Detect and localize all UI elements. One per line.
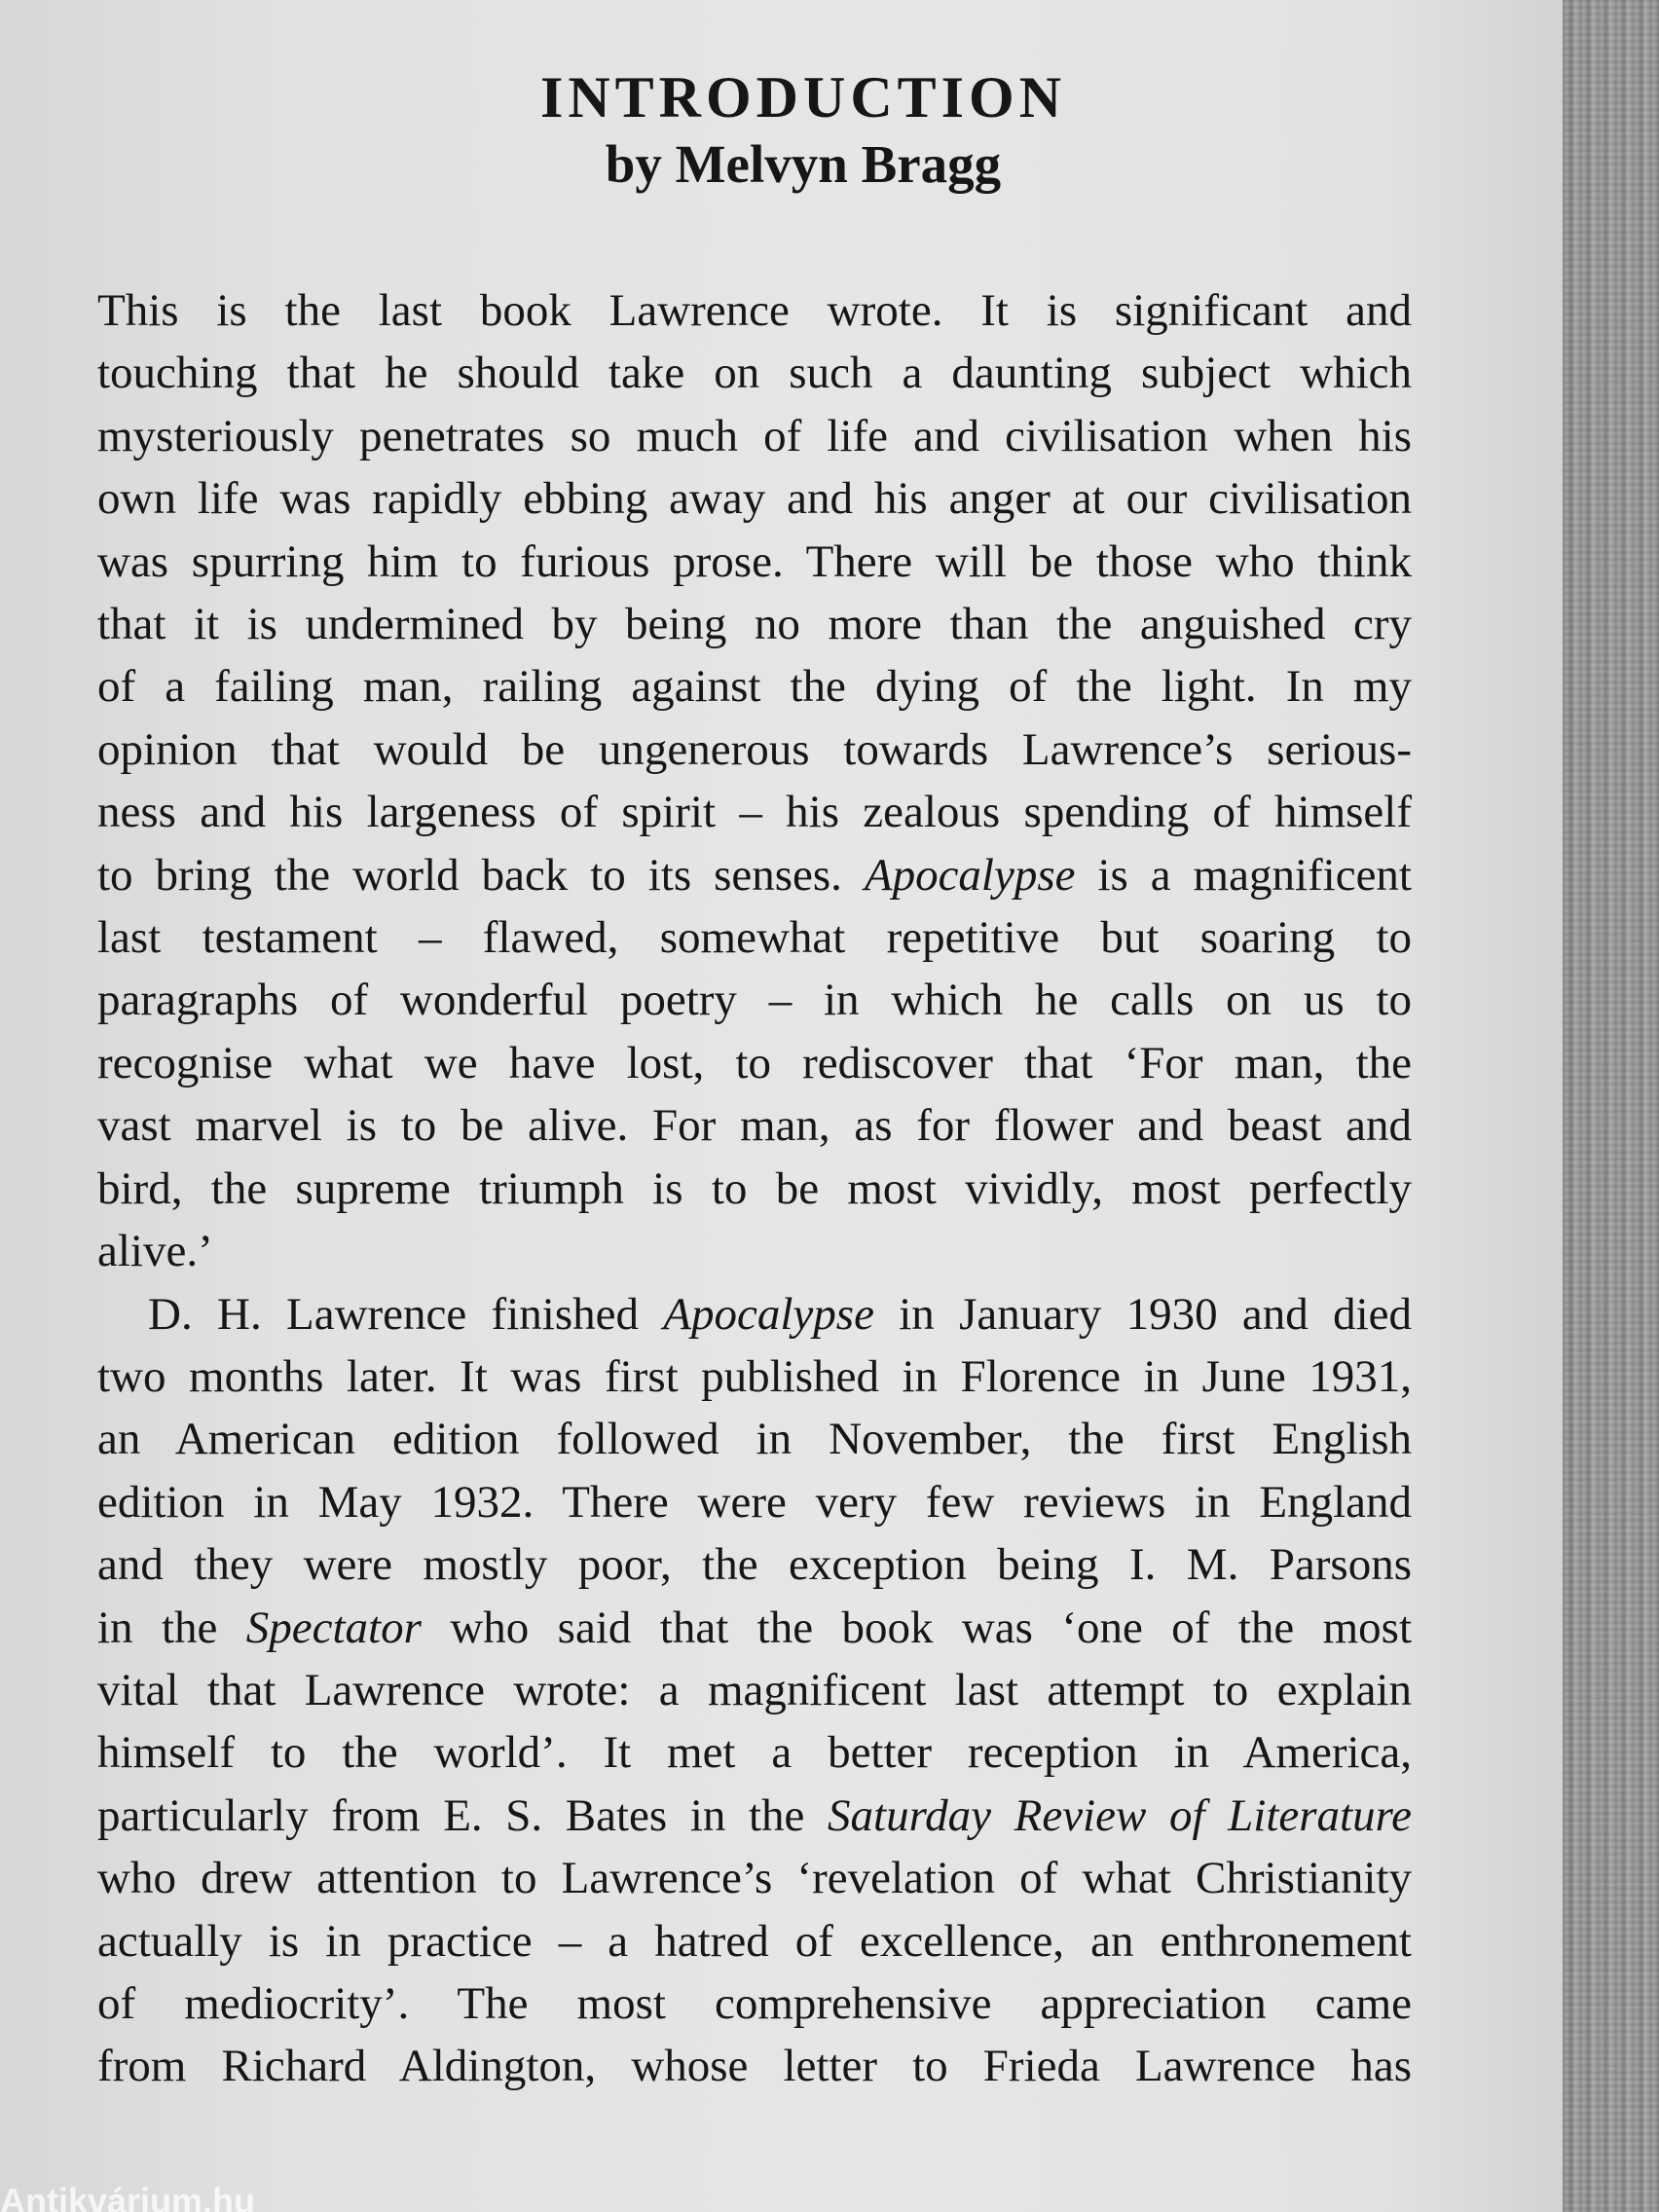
text-line: last testament – flawed, somewhat repetitive but soaring to [97, 912, 1412, 964]
text-line: recognise what we have lost, to rediscover that ‘For man, the [97, 1037, 1412, 1088]
text-line: actually is in practice – a hatred of excellence, an enthronement [97, 1915, 1412, 1967]
text-segment: D. H. Lawrence finished [148, 1288, 639, 1340]
text-line: two months later. It was first published in Florence in June 1931, [97, 1350, 1412, 1402]
paragraph-1 [97, 279, 1412, 1283]
page-title: INTRODUCTION [539, 65, 1067, 129]
text-line [97, 1283, 1412, 1346]
text-line: opinion that would be ungenerous towards Lawrence’s serious- [97, 723, 1412, 775]
text-line: was spurring him to furious prose. There will be those who think [97, 535, 1412, 587]
saturday-review-italic: Saturday Review of Literature [828, 1789, 1412, 1841]
text-line: This is the last book Lawrence wrote. It is significant and [97, 285, 1412, 336]
text-line: from Richard Aldington, whose letter to Frieda Lawrence has [97, 2041, 1412, 2092]
text-line: and they were mostly poor, the exception being I. M. Parsons [97, 1539, 1412, 1591]
text-line: himself to the world’. It met a better reception in America, [97, 1727, 1412, 1779]
text-line: an American edition followed in November, the first English [97, 1414, 1412, 1465]
text-line [97, 1597, 1412, 1659]
text-line: bird, the supreme triumph is to be most vividly, most perfectly [97, 1162, 1412, 1214]
text-line: of a failing man, railing against the dying of the light. In my [97, 661, 1412, 713]
text-line [97, 844, 1412, 906]
text-segment: is a magnificent [1097, 849, 1412, 901]
spectator-italic: Spectator [245, 1602, 422, 1653]
text-line: own life was rapidly ebbing away and his anger at our civilisation [97, 473, 1412, 525]
text-block [97, 58, 1412, 2098]
text-line: edition in May 1932. There were very few reviews in England [97, 1476, 1412, 1528]
byline: by Melvyn Bragg [605, 134, 1002, 194]
text-line: ness and his largeness of spirit – his zealous spending of himself [97, 787, 1412, 838]
text-segment: in January 1930 and died [899, 1288, 1412, 1340]
book-title-italic: Apocalypse [663, 1288, 874, 1340]
watermark: Antikvárium.hu [0, 2181, 256, 2212]
page-edge-texture [1563, 0, 1659, 2212]
text-line: touching that he should take on such a daunting subject which [97, 348, 1412, 399]
text-line: of mediocrity’. The most comprehensive appreciation came [97, 1977, 1412, 2029]
text-line: paragraphs of wonderful poetry – in which he calls on us to [97, 975, 1412, 1026]
text-line: who drew attention to Lawrence’s ‘revelation of what Christianity [97, 1853, 1412, 1904]
text-line: that it is undermined by being no more than the anguished cry [97, 599, 1412, 650]
text-segment: who said that the book was ‘one of the most [450, 1602, 1413, 1653]
text-line: vast marvel is to be alive. For man, as for flower and beast and [97, 1100, 1412, 1152]
text-line: vital that Lawrence wrote: a magnificent last attempt to explain [97, 1664, 1412, 1715]
text-line [97, 1785, 1412, 1847]
book-page-edges [1563, 0, 1659, 2212]
text-line: mysteriously penetrates so much of life and civilisation when his [97, 410, 1412, 461]
book-title-italic: Apocalypse [864, 849, 1076, 901]
text-line: alive.’ [97, 1226, 213, 1277]
text-segment: to bring the world back to its senses. [97, 849, 842, 901]
text-segment: in the [97, 1602, 218, 1653]
text-segment: particularly from E. S. Bates in the [97, 1789, 805, 1841]
paragraph-2 [97, 1283, 1412, 2098]
